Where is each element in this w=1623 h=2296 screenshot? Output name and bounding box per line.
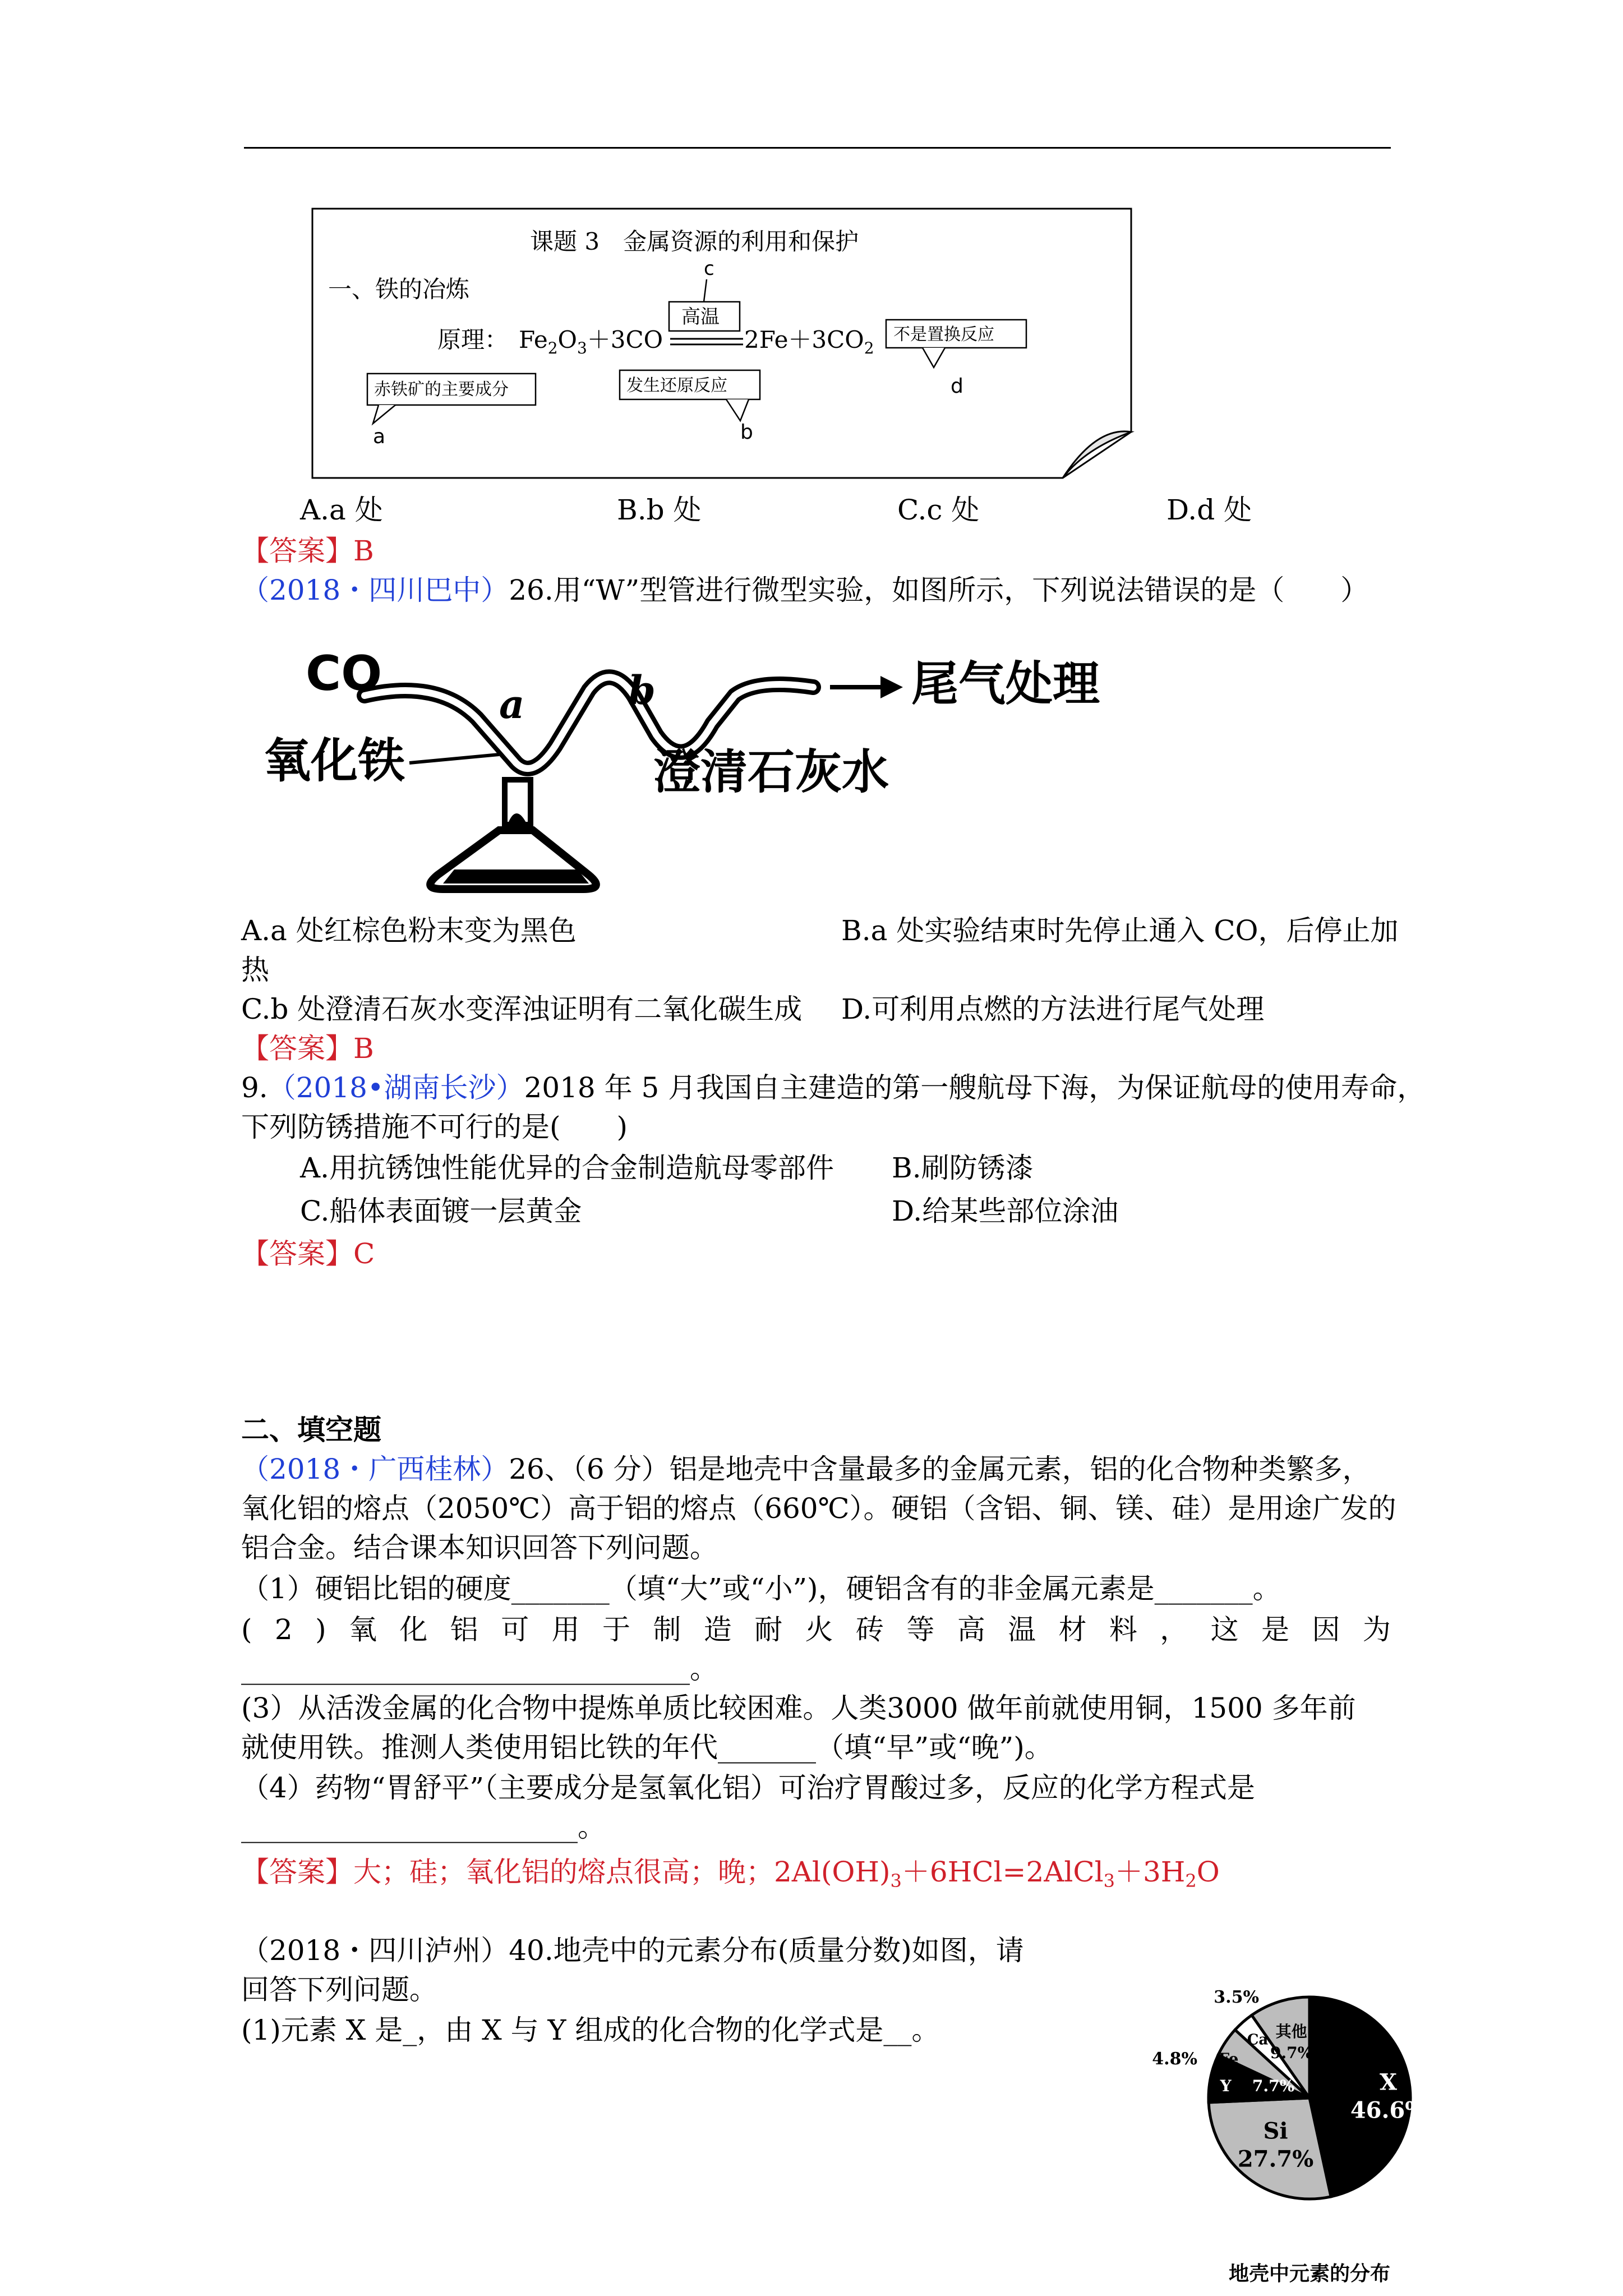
q26gl-part3-line2: 就使用铁。推测人类使用铝比铁的年代_______（填“早”或“晚”)。: [241, 1731, 1053, 1764]
pie-label-3: Fe: [1218, 2049, 1239, 2068]
pie-label-5: 其他: [1275, 2022, 1307, 2041]
q26-stem: （2018・四川巴中）26.用“W”型管进行微型实验，如图所示，下列说法错误的是（ ）: [241, 574, 1369, 606]
pie-value-4: 3.5%: [1214, 1987, 1259, 2007]
crust-element-pie-chart: [1110, 1930, 1427, 2289]
q26gl-part3-line1: (3）从活泼金属的化合物中提炼单质比较困难。人类3000 做年前就使用铜，1500 多年前: [241, 1692, 1356, 1724]
q25-option-b: B.b 处: [617, 494, 702, 526]
q26gl-line3: 铝合金。结合课本知识回答下列问题。: [241, 1531, 718, 1564]
fig1-callout-d: 不是置换反应: [893, 325, 994, 344]
pie-value-0: 46.6%: [1350, 2097, 1427, 2124]
q26-option-a: A.a 处红棕色粉末变为黑色: [241, 914, 577, 947]
q26gl-part2-line1: ( 2 ) 氧 化 铝 可 用 于 制 造 耐 火 砖 等 高 温 材 料 ， 这 是 因 为: [241, 1613, 1391, 1646]
pie-value-2: 7.7%: [1252, 2077, 1295, 2096]
q9-option-b: B.刷防锈漆: [892, 1152, 1034, 1184]
fig1-label-c: c: [704, 257, 714, 280]
w-tube-co-label: CO: [306, 646, 382, 702]
w-tube-label-a: a: [499, 681, 525, 728]
q26-option-b-line2: 热: [241, 954, 269, 986]
q40-line3: (1)元素 X 是_，由 X 与 Y 组成的化合物的化学式是__。: [241, 2014, 940, 2046]
q25-option-c: C.c 处: [897, 494, 980, 526]
w-tube-fe2o3-label: 氧化铁: [264, 733, 405, 788]
q26gl-part2-line2: ________________________________。: [241, 1653, 718, 1685]
pie-label-0: X: [1380, 2069, 1398, 2096]
q26gl-line1: （2018・广西桂林）26、（6 分）铝是地壳中含量最多的金属元素，铝的化合物种类繁多，: [241, 1453, 1371, 1485]
fig1-label-b: b: [740, 421, 753, 444]
section2-heading: 二、填空题: [241, 1413, 381, 1446]
pie-label-2: Y: [1220, 2077, 1232, 2096]
fig1-equation-left: $Fe_2O_3+3CO$: [519, 326, 663, 357]
fig1-label-a: a: [373, 425, 386, 448]
q9-stem-line2: 下列防锈措施不可行的是( ): [241, 1111, 628, 1143]
w-tube-tail-label: 尾气处理: [911, 656, 1100, 711]
pie-label-4: Ca: [1247, 2031, 1269, 2049]
pie-title: 地壳中元素的分布: [1228, 2262, 1391, 2285]
q25-option-d: D.d 处: [1166, 494, 1252, 526]
q25-option-a: A.a 处: [300, 494, 383, 526]
iron-smelting-figure: [311, 208, 1136, 482]
q26-option-d: D.可利用点燃的方法进行尾气处理: [841, 993, 1265, 1025]
fig1-callout-a: 赤铁矿的主要成分: [374, 380, 509, 399]
fig1-principle-label: 原理：: [437, 326, 509, 353]
pie-value-3: 4.8%: [1152, 2049, 1197, 2069]
w-tube-figure: [252, 634, 1100, 892]
pie-value-1: 27.7%: [1237, 2146, 1314, 2173]
q9-option-a: A.用抗锈蚀性能优异的合金制造航母零部件: [300, 1152, 834, 1184]
q9-answer: 【答案】C: [241, 1237, 375, 1270]
q40-line1: （2018・四川泸州）40.地壳中的元素分布(质量分数)如图，请: [241, 1934, 1024, 1967]
q26gl-part4-line2: ________________________。: [241, 1811, 606, 1843]
fig1-section: 一、铁的冶炼: [328, 275, 470, 303]
q26-answer: 【答案】B: [241, 1032, 374, 1065]
q26gl-answer: 【答案】大；硅；氧化铝的熔点很高；晚；$2Al(OH)_3+6HCl=2AlCl_3+3H_2O$: [241, 1856, 1220, 1892]
q40-line2: 回答下列问题。: [241, 1973, 437, 2006]
q25-answer: 【答案】B: [241, 535, 374, 567]
fig1-label-d: d: [951, 375, 963, 398]
q26gl-part4-line1: （4）药物“胃舒平”（主要成分是氢氧化铝）可治疗胃酸过多，反应的化学方程式是: [241, 1772, 1255, 1804]
q26-option-b-line1: B.a 处实验结束时先停止通入 CO，后停止加: [841, 914, 1399, 947]
q26gl-line2: 氧化铝的熔点（2050℃）高于铝的熔点（660℃）。硬铝（含铝、铜、镁、硅）是用途广发的: [241, 1492, 1396, 1525]
pie-value-5: 9.7%: [1270, 2043, 1313, 2062]
header-rule: [244, 147, 1391, 149]
fig1-callout-b: 发生还原反应: [626, 376, 727, 395]
pie-label-1: Si: [1263, 2118, 1288, 2145]
fig1-condition: 高温: [681, 306, 720, 328]
q9-option-d: D.给某些部位涂油: [892, 1195, 1119, 1227]
q9-stem-line1: 9.（2018•湖南长沙）2018 年 5 月我国自主建造的第一艘航母下海，为保证航母的使用寿命，: [241, 1071, 1426, 1104]
w-tube-limewater-label: 澄清石灰水: [653, 744, 889, 799]
fig1-title: 课题 3 金属资源的利用和保护: [530, 228, 859, 255]
q26-option-c: C.b 处澄清石灰水变浑浊证明有二氧化碳生成: [241, 993, 803, 1025]
fig1-equation-right: $2Fe+3CO_2$: [744, 326, 874, 357]
q26gl-part1: （1）硬铝比铝的硬度_______（填“大”或“小”)，硬铝含有的非金属元素是_______。: [241, 1572, 1281, 1605]
q9-option-c: C.船体表面镀一层黄金: [300, 1195, 582, 1227]
w-tube-label-b: b: [628, 667, 656, 714]
